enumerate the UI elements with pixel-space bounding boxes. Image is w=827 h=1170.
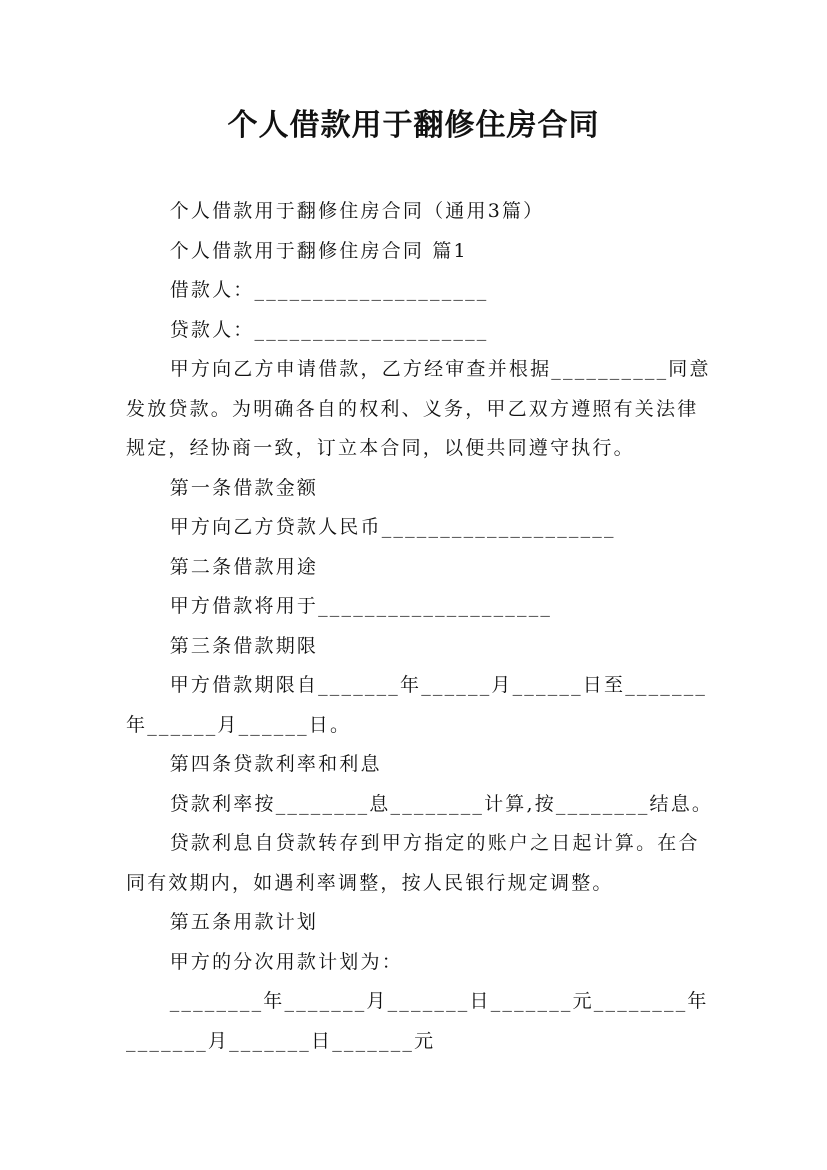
paragraph-borrower: 借款人：____________________ bbox=[169, 279, 489, 301]
document-title: 个人借款用于翻修住房合同 bbox=[227, 108, 600, 143]
article-5-heading: 第五条用款计划 bbox=[169, 911, 319, 933]
article-3-text: 甲方借款期限自_______年______月______日至_______年______月______日。 bbox=[126, 674, 708, 736]
article-5-schedule: ________年_______月_______日_______元________年_______月_______日_______元 bbox=[126, 990, 709, 1052]
article-2-text: 甲方借款将用于____________________ bbox=[169, 595, 553, 617]
paragraph-lender: 贷款人：____________________ bbox=[169, 318, 489, 341]
article-3-heading: 第三条借款期限 bbox=[169, 634, 319, 657]
paragraph-preamble: 甲方向乙方申请借款，乙方经审查并根据__________同意发放贷款。为明确各自的权利、义务，甲乙双方遵照有关法律规定，经协商一致，订立本合同，以便共同遵守执行。 bbox=[126, 358, 711, 459]
article-4-heading: 第四条贷款利率和利息 bbox=[169, 753, 382, 775]
document-body bbox=[126, 192, 712, 1061]
article-1-heading: 第一条借款金额 bbox=[169, 476, 319, 499]
article-4-text-rate: 贷款利率按________息________计算,按________结息。 bbox=[169, 792, 714, 815]
article-4-text-interest: 贷款利息自贷款转存到甲方指定的账户之日起计算。在合同有效期内，如遇利率调整，按人民银行规定调整。 bbox=[126, 832, 700, 894]
article-2-heading: 第二条借款用途 bbox=[169, 555, 319, 578]
article-1-text: 甲方向乙方贷款人民币____________________ bbox=[169, 516, 616, 538]
paragraph-subtitle: 个人借款用于翻修住房合同（通用3篇） bbox=[169, 200, 545, 222]
paragraph-section-heading: 个人借款用于翻修住房合同 篇1 bbox=[169, 239, 468, 262]
article-5-text: 甲方的分次用款计划为： bbox=[169, 950, 403, 973]
